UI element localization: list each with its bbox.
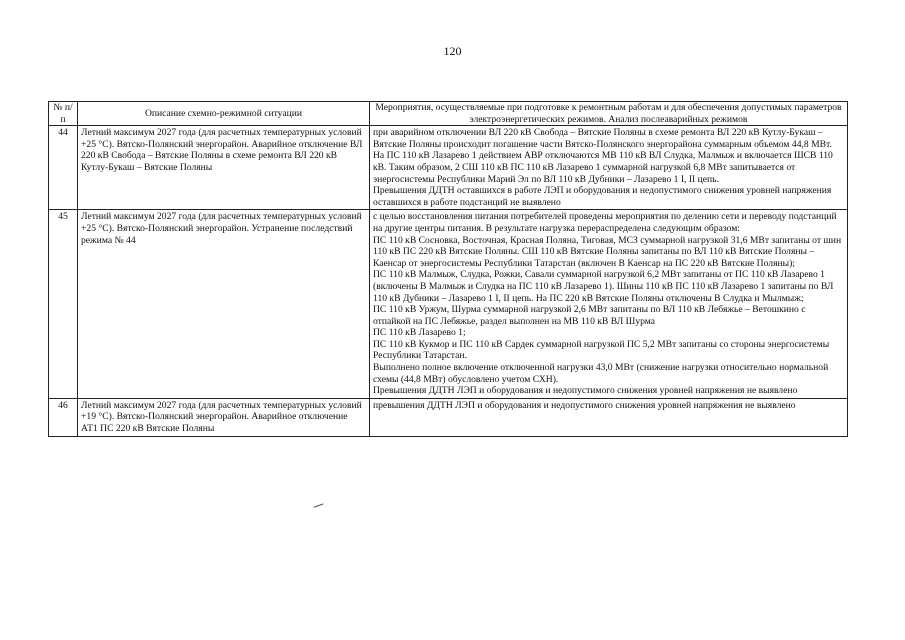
page-number: 120 bbox=[443, 44, 462, 58]
row-description: Летний максимум 2027 года (для расчетных температурных условий +25 °C). Вятско-Полянский энергорайон. Устранение последствий режима № 44 bbox=[78, 210, 370, 399]
header-num: № п/п bbox=[49, 102, 78, 126]
action-paragraph: Выполнено полное включение отключенной нагрузки 43,0 МВт (снижение нагрузки относительно нормальной схемы (44,8 МВт) обусловлено учетом СХН). bbox=[373, 362, 829, 385]
action-paragraph: с целью восстановления питания потребителей проведены мероприятия по делению сети и переводу подстанций на другие центры питания. В результате нагрузка перераспределена следующим образом: bbox=[373, 211, 837, 234]
action-paragraph: Превышения ДДТН ЛЭП и оборудования и недопустимого снижения уровней напряжения не выявлено bbox=[373, 385, 798, 397]
action-paragraph: ПС 110 кВ Малмыж, Слудка, Рожки, Савали суммарной нагрузкой 6,2 МВт запитаны от ПС 110 кВ Лазарево 1 (включены В Малмыж и Слудка на ПС 110 кВ Лазарево 1). Шины 110 кВ ПС 110 кВ Лазарево 1 запитаны по ВЛ 110 кВ Дубники – Лазарево 1 I, II цепь. На ПС 220 кВ Вятские Поляны отключены В Слудка и Мылмыж; bbox=[373, 269, 834, 304]
action-paragraph: ПС 110 кВ Лазарево 1; bbox=[373, 327, 466, 339]
action-paragraph: ПС 110 кВ Сосновка, Восточная, Красная Поляна, Тиговая, МСЗ суммарной нагрузкой 31,6 МВт запитаны от шин 110 кВ ПС 220 кВ Вятские Поляны. СШ 110 кВ Вятские Поляны запитаны по ВЛ 110 кВ Вятские Поляны – Каенсар от энергосистемы Республики Татарстан (включен В Каенсар на ПС 220 кВ Вятские Поляны); bbox=[373, 234, 842, 269]
table-header-row bbox=[49, 102, 848, 126]
row-actions bbox=[370, 398, 848, 436]
row-actions bbox=[370, 126, 848, 210]
action-paragraph: при аварийном отключении ВЛ 220 кВ Свобода – Вятские Поляны в схеме ремонта ВЛ 220 кВ Кутлу-Букаш – Вятские Поляны происходит погашение части Вятско-Полянского энергорайона суммарным объемом 44,8 МВт. На ПС 110 кВ Лазарево 1 действием АВР отключаются МВ 110 кВ ВЛ Слудка, Малмыж и включается ШСВ 110 кВ. Таким образом, 2 СШ 110 кВ ПС 110 кВ Лазарево 1 суммарной нагрузкой 6,8 МВт запитывается от энергосистемы Республики Марий Эл по ВЛ 110 кВ Дубники – Лазарево 1 I, II цепь. bbox=[373, 127, 833, 185]
row-description: Летний максимум 2027 года (для расчетных температурных условий +19 °C). Вятско-Полянский энергорайон. Аварийное отключение АТ1 ПС 220 кВ Вятские Поляны bbox=[78, 398, 370, 436]
action-paragraph: ПС 110 кВ Кукмор и ПС 110 кВ Сардек суммарной нагрузкой ПС 5,2 МВт запитаны со стороны энергосистемы Республики Татарстан. bbox=[373, 338, 830, 362]
table-row bbox=[49, 210, 848, 399]
row-actions bbox=[370, 210, 848, 399]
table-row bbox=[49, 126, 848, 210]
row-number: 46 bbox=[49, 398, 78, 436]
action-paragraph: превышения ДДТН ЛЭП и оборудования и недопустимого снижения уровней напряжения не выявлено bbox=[373, 399, 796, 411]
row-number: 45 bbox=[49, 210, 78, 399]
scan-mark bbox=[314, 503, 324, 509]
row-number: 44 bbox=[49, 126, 78, 210]
row-description: Летний максимум 2027 года (для расчетных температурных условий +25 °C). Вятско-Полянский энергорайон. Аварийное отключение ВЛ 220 кВ Свобода – Вятские Поляны в схеме ремонта ВЛ 220 кВ Кутлу-Букаш – Вятские Поляны bbox=[78, 126, 370, 210]
header-description: Описание схемно-режимной ситуации bbox=[78, 102, 370, 126]
scenario-table bbox=[48, 101, 848, 437]
action-paragraph: Превышения ДДТН оставшихся в работе ЛЭП и оборудования и недопустимого снижения уровней напряжения оставшихся в работе подстанций не выявлено bbox=[373, 185, 832, 208]
header-actions: Мероприятия, осуществляемые при подготовке к ремонтным работам и для обеспечения допустимых параметров электроэнергетических режимов. Анализ послеаварийных режимов bbox=[370, 102, 848, 126]
action-paragraph: ПС 110 кВ Уржум, Шурма суммарной нагрузкой 2,6 МВт запитаны по ВЛ 110 кВ Лебяжье – Ветошкино с отпайкой на ПС Лебяжье, раздел выполнен на МВ 110 кВ ВЛ Шурма bbox=[373, 304, 806, 327]
table-row bbox=[49, 398, 848, 436]
